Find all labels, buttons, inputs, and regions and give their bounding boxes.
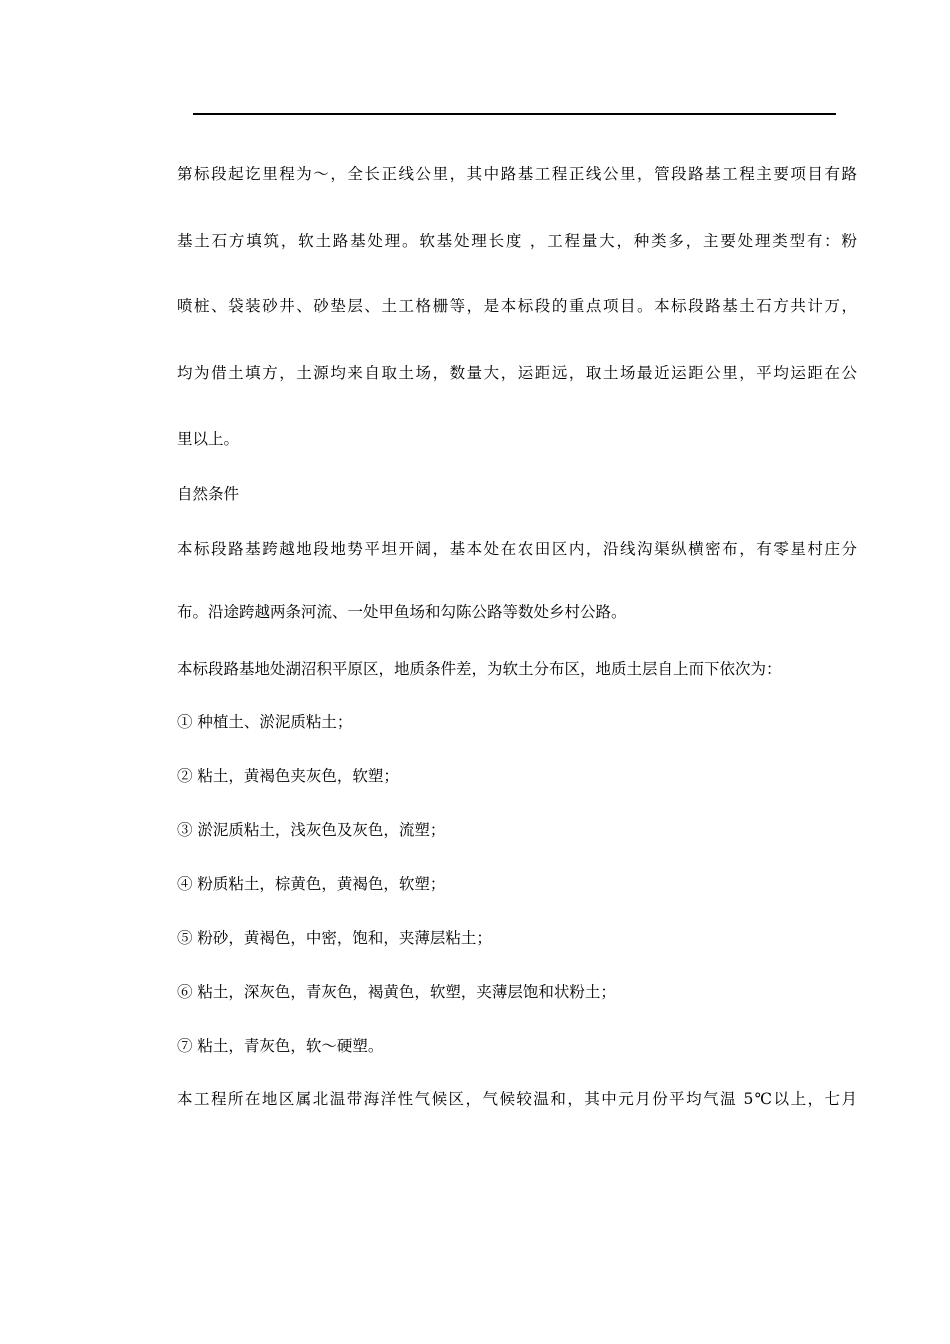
- header-rule: [193, 113, 836, 115]
- list-item: ⑤ 粉砂，黄褐色，中密，饱和，夹薄层粘土；: [177, 929, 492, 947]
- text-line: 本标段路基跨越地段地势平坦开阔，基本处在农田区内，沿线沟渠纵横密布，有零星村庄分: [177, 540, 857, 558]
- list-item: ① 种植土、淤泥质粘土；: [177, 713, 353, 731]
- text-line: 均为借土填方，土源均来自取土场，数量大，运距远，取土场最近运距公里，平均运距在公: [177, 364, 857, 382]
- text-line: 本工程所在地区属北温带海洋性气候区，气候较温和，其中元月份平均气温 5℃以上，七月: [177, 1090, 857, 1108]
- list-item: ⑦ 粘土，青灰色，软～硬塑。: [177, 1037, 384, 1055]
- list-item: ④ 粉质粘土，棕黄色，黄褐色，软塑；: [177, 875, 446, 893]
- text-line: 里以上。: [177, 430, 240, 448]
- text-line: 本标段路基地处湖沼积平原区，地质条件差，为软土分布区，地质土层自上而下依次为：: [177, 660, 782, 678]
- list-item: ② 粘土，黄褐色夹灰色，软塑；: [177, 767, 399, 785]
- text-line: 布。沿途跨越两条河流、一处甲鱼场和勾陈公路等数处乡村公路。: [177, 603, 627, 621]
- list-item: ⑥ 粘土，深灰色，青灰色，褐黄色，软塑，夹薄层饱和状粉土；: [177, 983, 616, 1001]
- list-item: ③ 淤泥质粘土，浅灰色及灰色，流塑；: [177, 821, 446, 839]
- text-line: 喷桩、袋装砂井、砂垫层、土工格栅等，是本标段的重点项目。本标段路基土石方共计万，: [177, 297, 857, 315]
- text-line: 第标段起讫里程为～，全长正线公里，其中路基工程正线公里，管段路基工程主要项目有路: [177, 165, 857, 183]
- section-heading: 自然条件: [177, 485, 240, 503]
- text-line: 基土石方填筑，软土路基处理。软基处理长度 ，工程量大，种类多，主要处理类型有：粉: [177, 232, 857, 250]
